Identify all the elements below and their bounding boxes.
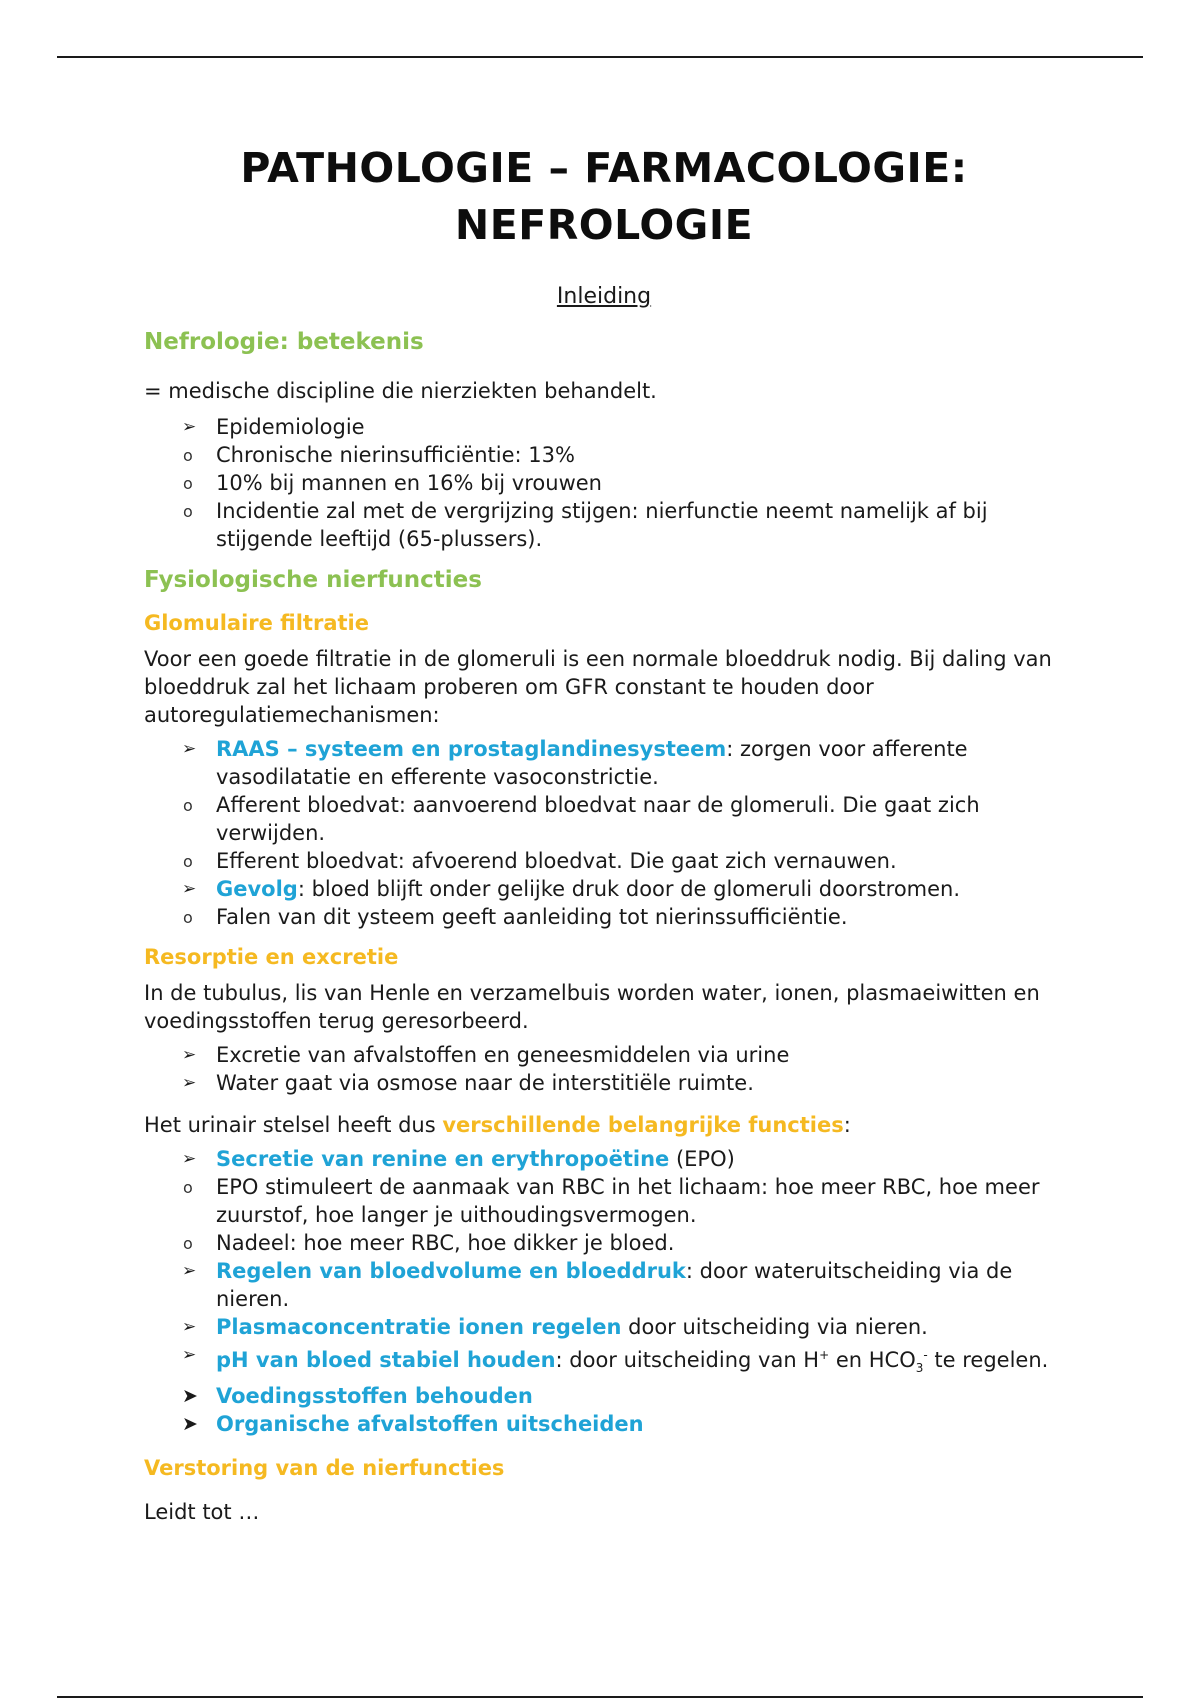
list-item [144,1145,1064,1257]
sublist [144,903,1064,931]
superscript: + [819,1348,830,1362]
document-subtitle: Inleiding [556,284,652,309]
term-secretie: Secretie van renine en erythropoëtine [216,1147,670,1171]
paragraph-verstoring: Leidt tot … [144,1500,260,1525]
list-item [144,875,1064,931]
document-page [144,140,1064,1526]
title-line-2: NEFROLOGIE [454,201,754,249]
sublist-item: o Efferent bloedvat: afvoerend bloedvat. Die gaat zich vernauwen. [144,847,1064,875]
sublist [144,441,1064,553]
term-voedingsstoffen: Voedingsstoffen behouden [216,1384,533,1409]
subscript: 3 [915,1361,924,1376]
resorptie-list [144,1041,1064,1097]
epidemiologie-list [144,413,1064,553]
list-item-text: door uitscheiding via nieren. [621,1315,928,1339]
document-title [144,140,1064,254]
list-item [144,1382,1064,1410]
paragraph-resorptie: In de tubulus, lis van Henle en verzamelbuis worden water, ionen, plasmaeiwitten en voedingsstoffen terug geresorbeerd. [144,981,1040,1033]
list-item-text: : zorgen voor afferente vasodilatatie en efferente vasoconstrictie. [216,737,968,789]
sublist [144,1173,1064,1257]
highlight-functies: verschillende belangrijke functies [442,1113,844,1137]
filtratie-list [144,735,1064,931]
term-afvalstoffen: Organische afvalstoffen uitscheiden [216,1412,644,1437]
sublist-item: o Incidentie zal met de vergrijzing stijgen: nierfunctie neemt namelijk af bij stijgende leeftijd (65-plussers). [144,497,1064,553]
paragraph-functies [144,1111,1064,1139]
list-item-text: : door wateruitscheiding via de nieren. [216,1259,1013,1311]
functies-list [144,1145,1064,1438]
sublist-item: o EPO stimuleert de aanmaak van RBC in het lichaam: hoe meer RBC, hoe meer zuurstof, hoe langer je uithoudingsvermogen. [144,1173,1064,1229]
sublist-item: o Falen van dit ysteem geeft aanleiding tot nierinssufficiëntie. [144,903,1064,931]
definition-text: = medische discipline die nierziekten behandelt. [144,379,657,403]
paragraph-filtratie: Voor een goede filtratie in de glomeruli is een normale bloeddruk nodig. Bij daling van bloeddruk zal het lichaam proberen om GFR constant te houden door autoregulatiemechanismen: [144,647,1052,727]
subheading-verstoring: Verstoring van de nierfuncties [144,1456,505,1481]
sublist [144,791,1064,875]
term-raas: RAAS – systeem en prostaglandinesysteem [216,737,727,761]
list-item [144,1257,1064,1313]
list-item-text: (EPO) [669,1147,735,1171]
list-item [144,1313,1064,1341]
list-item: ➢ Water gaat via osmose naar de interstitiële ruimte. [144,1069,1064,1097]
sublist-item: o Afferent bloedvat: aanvoerend bloedvat naar de glomeruli. Die gaat zich verwijden. [144,791,1064,847]
list-item: ➢ Excretie van afvalstoffen en geneesmiddelen via urine [144,1041,1064,1069]
list-item [144,1341,1064,1382]
footer-rule [57,1696,1143,1698]
list-item-text: en HCO [829,1348,916,1372]
list-item-text: : door uitscheiding van H [555,1348,820,1372]
section-heading-nefrologie: Nefrologie: betekenis [144,329,424,355]
section-heading-fysiologische: Fysiologische nierfuncties [144,567,482,593]
term-gevolg: Gevolg [216,877,298,901]
sublist-item: o Nadeel: hoe meer RBC, hoe dikker je bloed. [144,1229,1064,1257]
header-rule [57,56,1143,58]
term-ph: pH van bloed stabiel houden [216,1348,556,1372]
term-bloedvolume: Regelen van bloedvolume en bloeddruk [216,1259,686,1283]
list-item [144,413,1064,553]
sublist-item: o 10% bij mannen en 16% bij vrouwen [144,469,1064,497]
list-item-text: : bloed blijft onder gelijke druk door de glomeruli doorstromen. [297,877,961,901]
sublist-item: o Chronische nierinsufficiëntie: 13% [144,441,1064,469]
term-plasmaconcentratie: Plasmaconcentratie ionen regelen [216,1315,622,1339]
list-item-label: Epidemiologie [216,415,365,439]
list-item [144,1410,1064,1438]
subheading-resorptie: Resorptie en excretie [144,945,399,969]
title-line-1: PATHOLOGIE – FARMACOLOGIE: [240,144,968,192]
superscript: - [923,1348,928,1362]
list-item [144,735,1064,875]
list-item-text: te regelen. [927,1348,1049,1372]
subheading-glomulaire: Glomulaire filtratie [144,611,369,635]
text-fragment: : [843,1113,851,1137]
text-fragment: Het urinair stelsel heeft dus [144,1113,443,1137]
